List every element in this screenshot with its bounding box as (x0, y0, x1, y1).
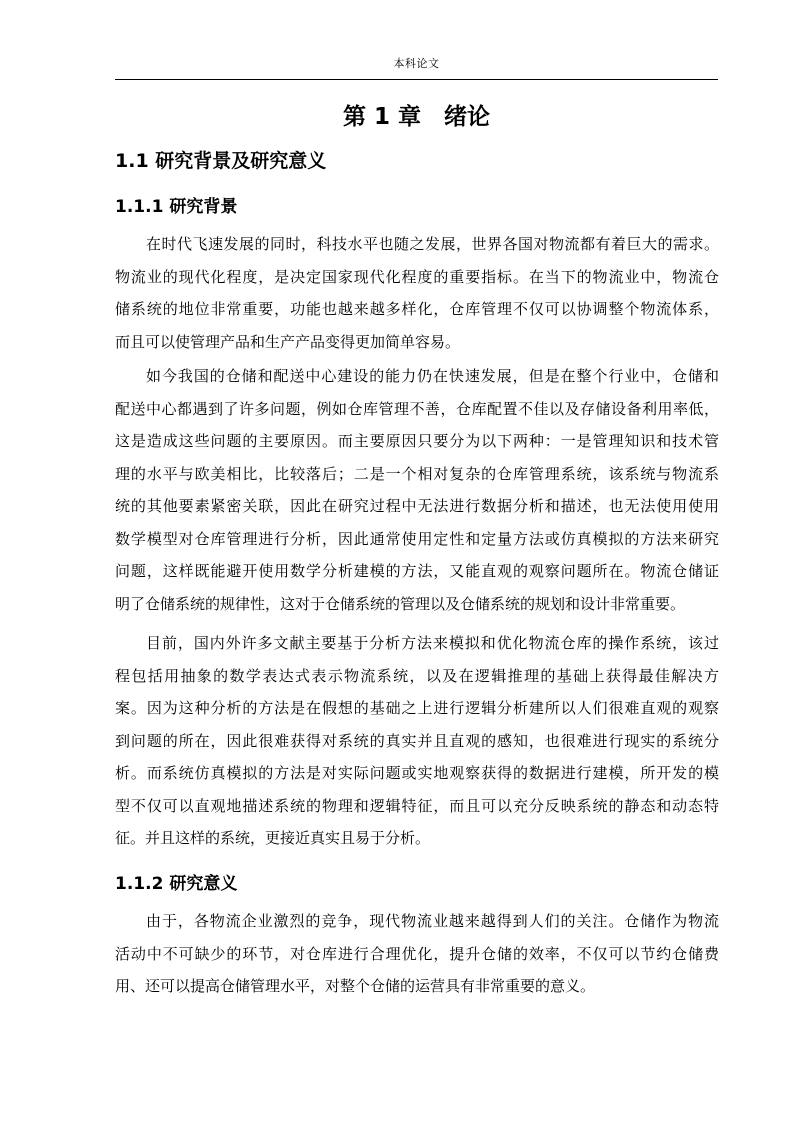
paragraph-line: 储系统的地位非常重要，功能也越来越多样化，仓库管理不仅可以协调整个物流体系， (115, 300, 719, 318)
paragraph-line: 用、还可以提高仓储管理水平，对整个仓储的运营具有非常重要的意义。 (115, 977, 596, 995)
paragraph-research-background-2 (115, 360, 719, 620)
chapter-title: 第 1 章 绪论 (342, 104, 491, 130)
section-heading-1-1-2: 1.1.2 研究意义 (115, 874, 238, 894)
paragraph-line: 由于，各物流企业激烈的竞争，现代物流业越来越得到人们的关注。仓储作为物流 (146, 912, 719, 930)
section-heading-1-1: 1.1 研究背景及研究意义 (115, 150, 327, 172)
paragraph-line: 析。而系统仿真模拟的方法是对实际问题或实地观察获得的数据进行建模，所开发的模 (115, 764, 719, 782)
paragraph-research-background-3 (115, 627, 719, 855)
paragraph-line: 在时代飞速发展的同时，科技水平也随之发展，世界各国对物流都有着巨大的需求。 (146, 235, 719, 253)
paragraph-line: 物流业的现代化程度，是决定国家现代化程度的重要指标。在当下的物流业中，物流仓 (115, 267, 719, 286)
paragraph-line: 明了仓储系统的规律性，这对于仓储系统的管理以及仓储系统的规划和设计非常重要。 (115, 594, 686, 613)
paragraph-line: 程包括用抽象的数学表达式表示物流系统，以及在逻辑推理的基础上获得最佳解决方 (115, 666, 719, 685)
paragraph-line: 目前，国内外许多文献主要基于分析方法来模拟和优化物流仓库的操作系统，该过 (146, 634, 719, 652)
paragraph-line: 征。并且这样的系统，更接近真实且易于分析。 (115, 829, 431, 847)
paragraph-line: 问题，这样既能避开使用数学分析建模的方法，又能直观的观察问题所在。物流仓储证 (115, 562, 719, 580)
paragraph-line: 而且可以使管理产品和生产产品变得更加简单容易。 (115, 332, 461, 351)
paragraph-research-background-1 (115, 228, 719, 358)
section-heading-1-1-1: 1.1.1 研究背景 (115, 197, 238, 217)
paragraph-line: 活动中不可缺少的环节，对仓库进行合理优化，提升仓储的效率，不仅可以节约仓储费 (115, 944, 719, 963)
paragraph-line: 案。因为这种分析的方法是在假想的基础之上进行逻辑分析建所以人们很难直观的观察 (115, 699, 719, 717)
running-header: 本科论文 (393, 57, 440, 70)
header-rule (115, 79, 718, 80)
paragraph-line: 统的其他要素紧密关联，因此在研究过程中无法进行数据分析和描述，也无法使用使用 (115, 497, 719, 515)
paragraph-line: 型不仅可以直观地描述系统的物理和逻辑特征，而且可以充分反映系统的静态和动态特 (115, 796, 719, 815)
paragraph-line: 理的水平与欧美相比，比较落后；二是一个相对复杂的仓库管理系统，该系统与物流系 (115, 464, 719, 483)
paragraph-line: 如今我国的仓储和配送中心建设的能力仍在快速发展，但是在整个行业中，仓储和 (146, 367, 719, 385)
paragraph-line: 到问题的所在，因此很难获得对系统的真实并且直观的感知，也很难进行现实的系统分 (115, 731, 719, 750)
paragraph-research-significance (115, 905, 719, 1003)
paragraph-line: 这是造成这些问题的主要原因。而主要原因只要分为以下两种：一是管理知识和技术管 (115, 432, 719, 450)
paragraph-line: 数学模型对仓库管理进行分析，因此通常使用定性和定量方法或仿真模拟的方法来研究 (115, 529, 719, 548)
paragraph-line: 配送中心都遇到了许多问题，例如仓库管理不善，仓库配置不佳以及存储设备利用率低， (115, 399, 719, 418)
